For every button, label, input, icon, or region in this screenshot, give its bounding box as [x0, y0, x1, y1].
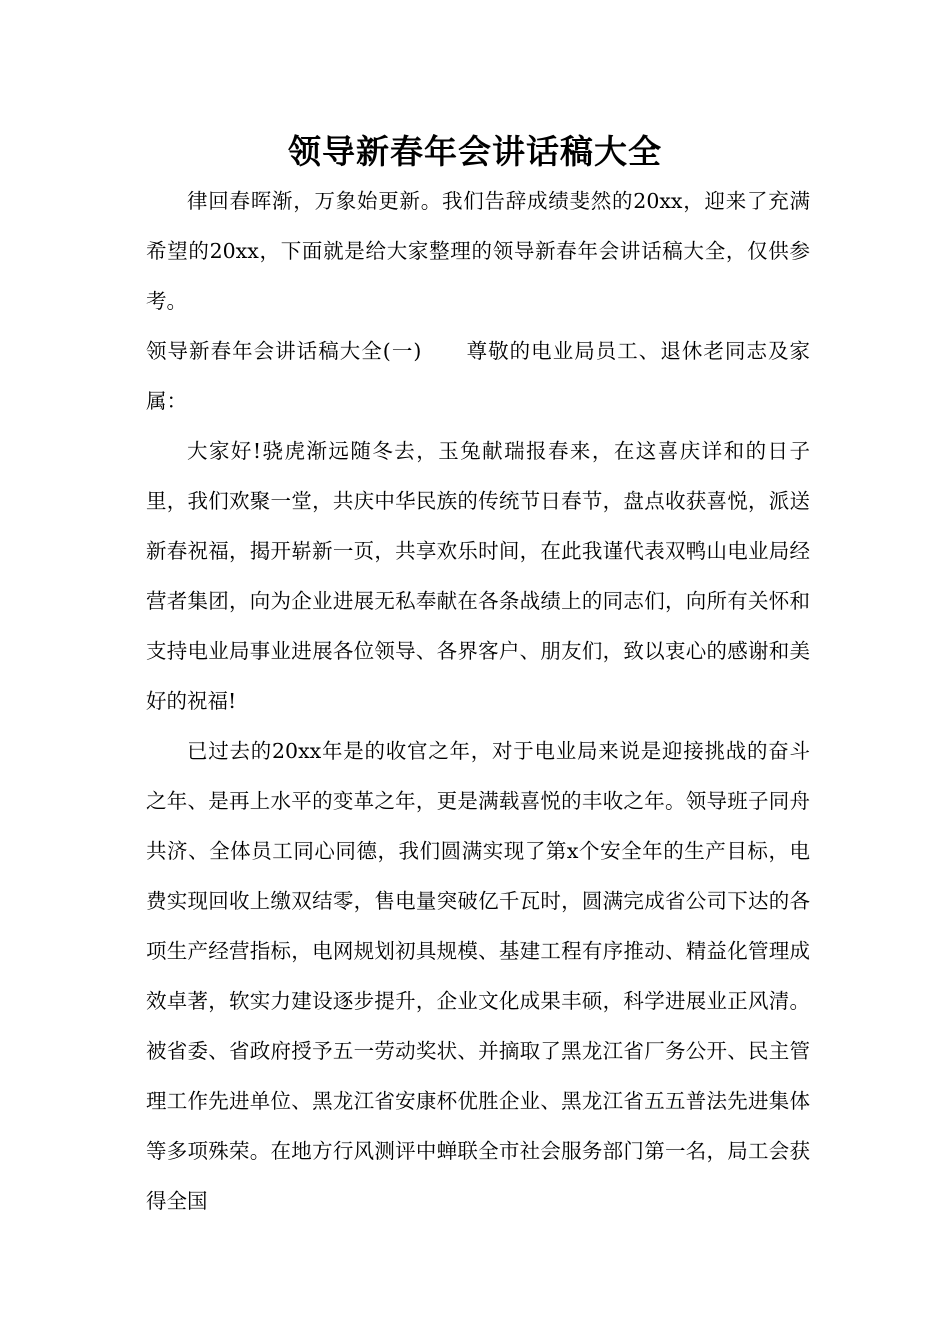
document-title: 领导新春年会讲话稿大全: [288, 132, 662, 171]
section-heading: 领导新春年会讲话稿大全(一) 尊敬的电业局员工、退休老同志及家属：: [146, 339, 810, 413]
intro-paragraph: 律回春晖渐，万象始更新。我们告辞成绩斐然的20xx，迎来了充满希望的20xx，下面就是给大家整理的领导新春年会讲话稿大全，仅供参考。: [146, 189, 810, 313]
body-paragraph: 已过去的20xx年是的收官之年，对于电业局来说是迎接挑战的奋斗之年、是再上水平的变革之年，更是满载喜悦的丰收之年。领导班子同舟共济、全体员工同心同德，我们圆满实现了第x个安全年的生产目标，电费实现回收上缴双结零，售电量突破亿千瓦时，圆满完成省公司下达的各项生产经营指标，电网规划初具规模、基建工程有序推动、精益化管理成效卓著，软实力建设逐步提升，企业文化成果丰硕，科学进展业正风清。被省委、省政府授予五一劳动奖状、并摘取了黑龙江省厂务公开、民主管理工作先进单位、黑龙江省安康杯优胜企业、黑龙江省五五普法先进集体等多项殊荣。在地方行风测评中蝉联全市社会服务部门第一名，局工会获得全国: [146, 739, 810, 1213]
document-body: [146, 176, 810, 1226]
body-paragraph: 大家好!骁虎渐远随冬去，玉兔献瑞报春来，在这喜庆详和的日子里，我们欢聚一堂，共庆中华民族的传统节日春节，盘点收获喜悦，派送新春祝福，揭开崭新一页，共享欢乐时间，在此我谨代表双鸭山电业局经营者集团，向为企业进展无私奉献在各条战绩上的同志们，向所有关怀和支持电业局事业进展各位领导、各界客户、朋友们，致以衷心的感谢和美好的祝福!: [146, 439, 810, 713]
